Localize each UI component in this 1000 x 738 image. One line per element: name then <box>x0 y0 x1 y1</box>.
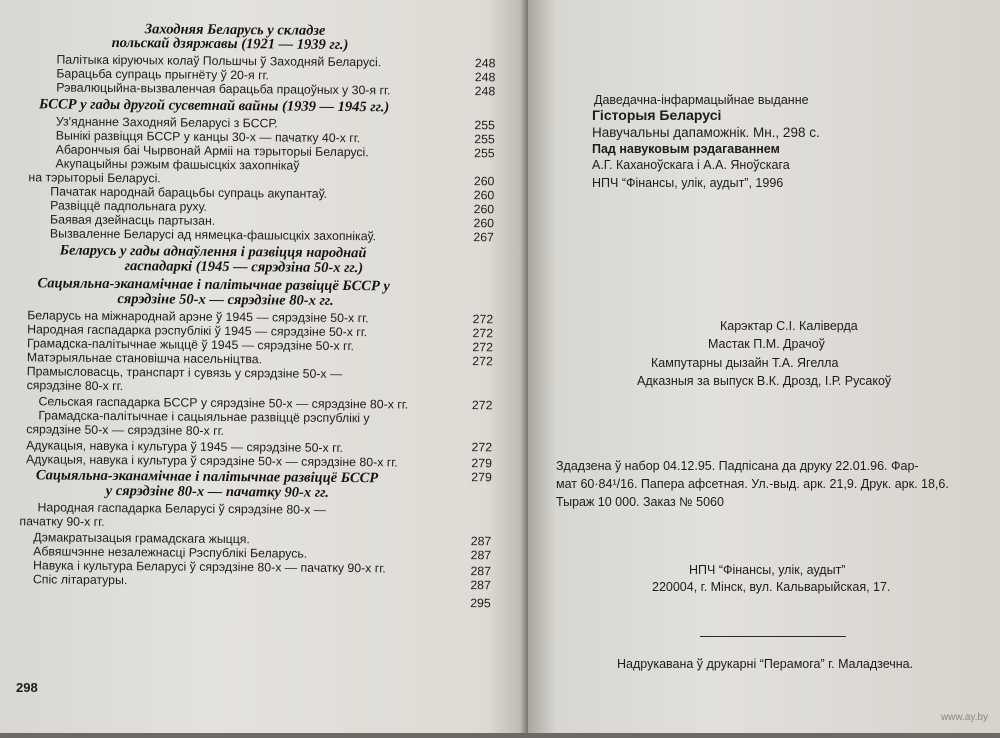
page-reference: 255 <box>474 118 495 133</box>
editorship: Пад навуковым рэдагаваннем <box>592 142 780 156</box>
page-reference: 279 <box>471 456 493 471</box>
section-heading: Заходняя Беларусь у складзе <box>144 21 326 39</box>
page-reference: 255 <box>474 146 495 161</box>
toc-entry: Грамадска-палітычнае жыццё ў 1945 — сярэдзіне 50-х гг. <box>26 336 354 354</box>
credit-line: Карэктар С.І. Каліверда <box>720 319 858 333</box>
toc-entry: Матэрыяльнае становішча насельніцтва. <box>26 350 263 367</box>
page-reference: 287 <box>470 548 492 563</box>
page-reference: 272 <box>472 326 494 341</box>
toc-entry: Дэмакратызацыя грамадскага жыцця. <box>33 530 250 547</box>
toc-entry: на тэрыторыі Беларусі. <box>28 170 161 186</box>
page-reference: 248 <box>474 84 496 99</box>
toc-entry: Адукацыя, навука і культура ў 1945 — сярэдзіне 50-х гг. <box>26 438 344 456</box>
page-reference: 260 <box>473 202 495 217</box>
toc-entry: Развіццё падпольнага руху. <box>50 198 207 214</box>
printer-line: Надрукавана ў друкарні “Перамога” г. Маладзечна. <box>617 657 914 671</box>
page-reference: 272 <box>472 312 494 327</box>
toc-entry: Баявая дзейнасць партызан. <box>50 212 216 228</box>
credit-line: Мастак П.М. Драчоў <box>708 337 825 351</box>
toc-entry: Народная гаспадарка Беларусі ў сярэдзіне 80-х — <box>37 500 327 517</box>
edition-info: Навучальны дапаможнік. Мн., 298 с. <box>592 125 820 140</box>
section-heading: сярэдзіне 50-х — сярэдзіне 80-х гг. <box>117 291 334 309</box>
toc-entry: Навука і культура Беларусі ў сярэдзіне 80-х — пачатку 90-х гг. <box>33 558 386 576</box>
toc-entry: Барацьба супраць прыгнёту ў 20-я гг. <box>56 66 270 83</box>
section-heading: Сацыяльна-эканамічнае і палітычнае развіццё БССР у <box>37 275 390 295</box>
toc-entry: Пачатак народнай барацьбы супраць акупантаў. <box>50 184 328 201</box>
editors: А.Г. Каханоўскага і А.А. Яноўскага <box>592 158 790 172</box>
divider <box>700 636 846 637</box>
toc-entry: пачатку 90-х гг. <box>19 514 105 529</box>
edition-type: Даведачна-інфармацыйнае выданне <box>594 93 809 107</box>
toc-entry: Сельская гаспадарка БССР у сярэдзіне 50-х — сярэдзіне 80-х гг. <box>38 394 409 412</box>
page-reference: 248 <box>474 70 496 85</box>
page-reference: 267 <box>473 230 495 245</box>
print-details-line: Тыраж 10 000. Заказ № 5060 <box>556 495 724 509</box>
page-reference: 255 <box>474 132 495 147</box>
toc-entry: Спіс літаратуры. <box>32 572 128 588</box>
print-details-line: мат 60·84¹/16. Папера афсетная. Ул.-выд. арк. 21,9. Друк. арк. 18,6. <box>556 477 949 491</box>
toc-entry: Палітыка кіруючых колаў Польшчы ў Заходняй Беларусі. <box>56 52 382 70</box>
page-reference: 287 <box>470 564 492 579</box>
toc-entry: Адукацыя, навука і культура ў сярэдзіне 50-х — сярэдзіне 80-х гг. <box>25 452 398 470</box>
credit-line: Адказныя за выпуск В.К. Дрозд, І.Р. Русакоў <box>637 374 892 388</box>
page-reference: 287 <box>470 534 492 549</box>
toc-entry: Грамадска-палітычнае і сацыяльнае развіццё рэспублікі у <box>38 408 370 426</box>
page-reference: 272 <box>472 340 494 355</box>
toc-entry: Акупацыйны рэжым фашысцкіх захопнікаў <box>55 156 300 173</box>
toc-entry: Вызваленне Беларусі ад нямецка-фашысцкіх захопнікаў. <box>49 226 376 244</box>
toc-entry: Прамысловасць, транспарт і сувязь у сярэдзіне 50-х — <box>26 364 343 382</box>
section-heading: польскай дзяржавы (1921 — 1939 гг.) <box>111 34 349 54</box>
toc-entry: Рэвалюцыйна-вызваленчая барацьба працоўных у 30-я гг. <box>56 80 391 98</box>
publisher-name: НПЧ “Фінансы, улік, аудыт” <box>689 563 846 577</box>
toc-entry: Вынікі развіцця БССР у канцы 30-х — пачатку 40-х гг. <box>55 128 361 146</box>
book-title: Гісторыя Беларусі <box>592 107 722 123</box>
page-reference: 295 <box>470 596 491 611</box>
section-heading: у сярэдзіне 80-х — пачатку 90-х гг. <box>105 482 329 501</box>
page-reference: 279 <box>471 470 492 485</box>
print-details-line: Здадзена ў набор 04.12.95. Падпісана да друку 22.01.96. Фар- <box>556 459 919 473</box>
page-reference: 260 <box>473 188 495 203</box>
page-number: 298 <box>16 680 38 695</box>
page-reference: 260 <box>473 216 495 231</box>
publisher-address: 220004, г. Мінск, вул. Кальварыйская, 17. <box>652 580 891 594</box>
page-reference: 272 <box>471 440 493 455</box>
toc-entry: Народная гаспадарка рэспублікі ў 1945 — сярэдзіне 50-х гг. <box>27 322 368 340</box>
toc-entry: сярэдзіне 80-х гг. <box>26 378 124 394</box>
page-reference: 272 <box>471 398 493 413</box>
toc-entry: Уз'яднанне Заходняй Беларусі з БССР. <box>55 114 278 131</box>
toc-entry: Абвяшчэнне незалежнасці Рэспублікі Беларусь. <box>33 544 308 561</box>
page-reference: 248 <box>474 56 496 71</box>
toc-entry: Абарончыя баі Чырвонай Арміі на тэрыторыі Беларусі. <box>55 142 369 160</box>
publisher-year: НПЧ “Фінансы, улік, аудыт”, 1996 <box>592 176 784 190</box>
section-heading: гаспадаркі (1945 — сярэдзіна 50-х гг.) <box>124 258 364 277</box>
toc-entry: сярэдзіне 50-х — сярэдзіне 80-х гг. <box>26 422 225 438</box>
page-reference: 272 <box>472 354 493 369</box>
section-heading: Сацыяльна-эканамічнае і палітычнае развіццё БССР <box>35 467 379 487</box>
page-reference: 287 <box>470 578 491 593</box>
toc-entry: Беларусь на міжнароднай арэне ў 1945 — сярэдзіне 50-х гг. <box>27 308 369 326</box>
page-reference: 260 <box>473 174 495 189</box>
watermark: www.ay.by <box>940 712 988 723</box>
section-heading: БССР у гады другой сусветнай вайны (1939 — 1945 гг.) <box>39 96 390 116</box>
credit-line: Кампутарны дызайн Т.А. Ягелла <box>651 356 839 370</box>
section-heading: Беларусь у гады аднаўлення і развіцця народнай <box>59 242 367 262</box>
